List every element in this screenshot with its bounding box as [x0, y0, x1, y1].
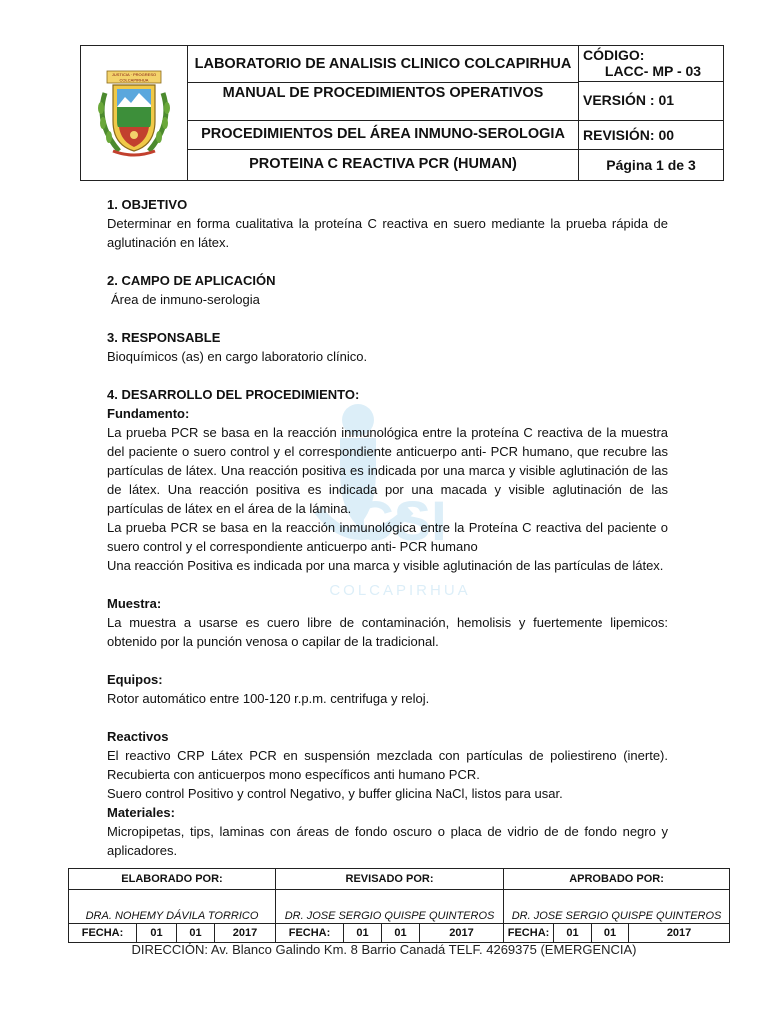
reactivos-title: Reactivos: [107, 729, 169, 744]
fecha-year: 2017: [629, 924, 730, 943]
elaborado-label: ELABORADO POR:: [69, 869, 276, 890]
section-campo-title: 2. CAMPO DE APLICACIÓN: [107, 273, 276, 288]
fecha-label: FECHA:: [504, 924, 554, 943]
page-indicator: Página 1 de 3: [579, 149, 724, 180]
section-objetivo-text: Determinar en forma cualitativa la proteína C reactiva en suero mediante la prueba rápida de aglutinación en látex.: [107, 216, 668, 250]
fecha-label: FECHA:: [276, 924, 344, 943]
logo-motto: JUSTICIA · PROGRESO: [111, 71, 157, 77]
fecha-month: 01: [592, 924, 629, 943]
code-label: CÓDIGO:: [583, 47, 645, 63]
logo-name: COLCAPIRHUA: [119, 77, 149, 82]
fecha-day: 01: [344, 924, 382, 943]
code-value: LACC- MP - 03: [604, 63, 702, 79]
revisado-name: DR. JOSE SERGIO QUISPE QUINTEROS: [276, 890, 504, 924]
materiales-title: Materiales:: [107, 805, 175, 820]
svg-text:CSI: CSI: [353, 489, 447, 552]
procedure-title: PROTEINA C REACTIVA PCR (HUMAN): [188, 149, 579, 180]
logo-cell: [81, 46, 188, 181]
version-label: VERSIÓN : 01: [583, 92, 675, 108]
document-header: [80, 45, 724, 181]
fecha-month: 01: [382, 924, 420, 943]
fundamento-paragraph-3: Una reacción Positiva es indicada por una marca y visible aglutinación de las partículas de látex.: [107, 558, 664, 573]
watermark-text: COLCAPIRHUA: [329, 582, 471, 599]
elaborado-name: DRA. NOHEMY DÁVILA TORRICO: [69, 890, 276, 924]
aprobado-label: APROBADO POR:: [504, 869, 730, 890]
equipos-title: Equipos:: [107, 672, 163, 687]
section-responsable-text: Bioquímicos (as) en cargo laboratorio clínico.: [107, 349, 368, 364]
section-desarrollo-title: 4. DESARROLLO DEL PROCEDIMIENTO:: [107, 387, 360, 402]
area-title: PROCEDIMIENTOS DEL ÁREA INMUNO-SEROLOGIA: [188, 121, 579, 149]
fundamento-paragraph-1: La prueba PCR se basa en la reacción inmunológica entre la proteína C reactiva de la muestra del paciente o suero control y el correspondiente anticuerpo anti- PCR humano, que recubre las partículas de látex. Una reacción positiva es indicada por una marca y visible aglutinación de las de látex. Una reacción positiva es indicada por una macada y visible aglutinación de las partículas de látex en el área de la lámina.: [107, 425, 668, 516]
fundamento-title: Fundamento:: [107, 406, 190, 421]
address-line: DIRECCIÓN: Av. Blanco Galindo Km. 8 Barrio Canadá TELF. 4269375 (EMERGENCIA): [131, 942, 637, 957]
code-cell: [579, 46, 724, 121]
aprobado-name: DR. JOSE SERGIO QUISPE QUINTEROS: [504, 890, 730, 924]
approval-table: [68, 868, 730, 943]
fundamento-paragraph-2: La prueba PCR se basa en la reacción inmunológica entre la Proteína C reactiva del paciente o suero control y el correspondiente anticuerpo anti- PCR humano: [107, 520, 668, 554]
reactivos-paragraph-1: El reactivo CRP Látex PCR en suspensión mezclada con partículas de poliestireno (inerte). Recubierta con anticuerpos mono específicos anti humano PCR.: [107, 748, 668, 782]
section-objetivo-title: 1. OBJETIVO: [107, 197, 188, 212]
muestra-title: Muestra:: [107, 596, 162, 611]
materiales-text: Micropipetas, tips, laminas con áreas de fondo oscuro o placa de vidrio de de fondo negro y aplicadores.: [107, 824, 668, 858]
revisado-label: REVISADO POR:: [276, 869, 504, 890]
reactivos-paragraph-2: Suero control Positivo y control Negativo, y buffer glicina NaCl, listos para usar.: [107, 786, 563, 801]
fecha-month: 01: [177, 924, 215, 943]
revision-label: REVISIÓN: 00: [579, 121, 724, 149]
equipos-text: Rotor automático entre 100-120 r.p.m. centrifuga y reloj.: [107, 691, 430, 706]
fecha-label: FECHA:: [69, 924, 137, 943]
muestra-text: La muestra a usarse es cuero libre de contaminación, hemolisis y fuertemente lipemicos: obtenido por la punción venosa o capilar de la tradicional.: [107, 615, 668, 649]
municipal-coat-of-arms-icon: [93, 63, 175, 159]
section-campo-text: Área de inmuno-serologia: [111, 292, 260, 307]
manual-title: MANUAL DE PROCEDIMIENTOS OPERATIVOS: [188, 83, 579, 121]
document-body: [107, 195, 668, 860]
fecha-day: 01: [137, 924, 177, 943]
lab-name: LABORATORIO DE ANALISIS CLINICO COLCAPIRHUA: [188, 46, 579, 83]
section-responsable-title: 3. RESPONSABLE: [107, 330, 221, 345]
fecha-year: 2017: [215, 924, 276, 943]
fecha-day: 01: [554, 924, 592, 943]
fecha-year: 2017: [420, 924, 504, 943]
